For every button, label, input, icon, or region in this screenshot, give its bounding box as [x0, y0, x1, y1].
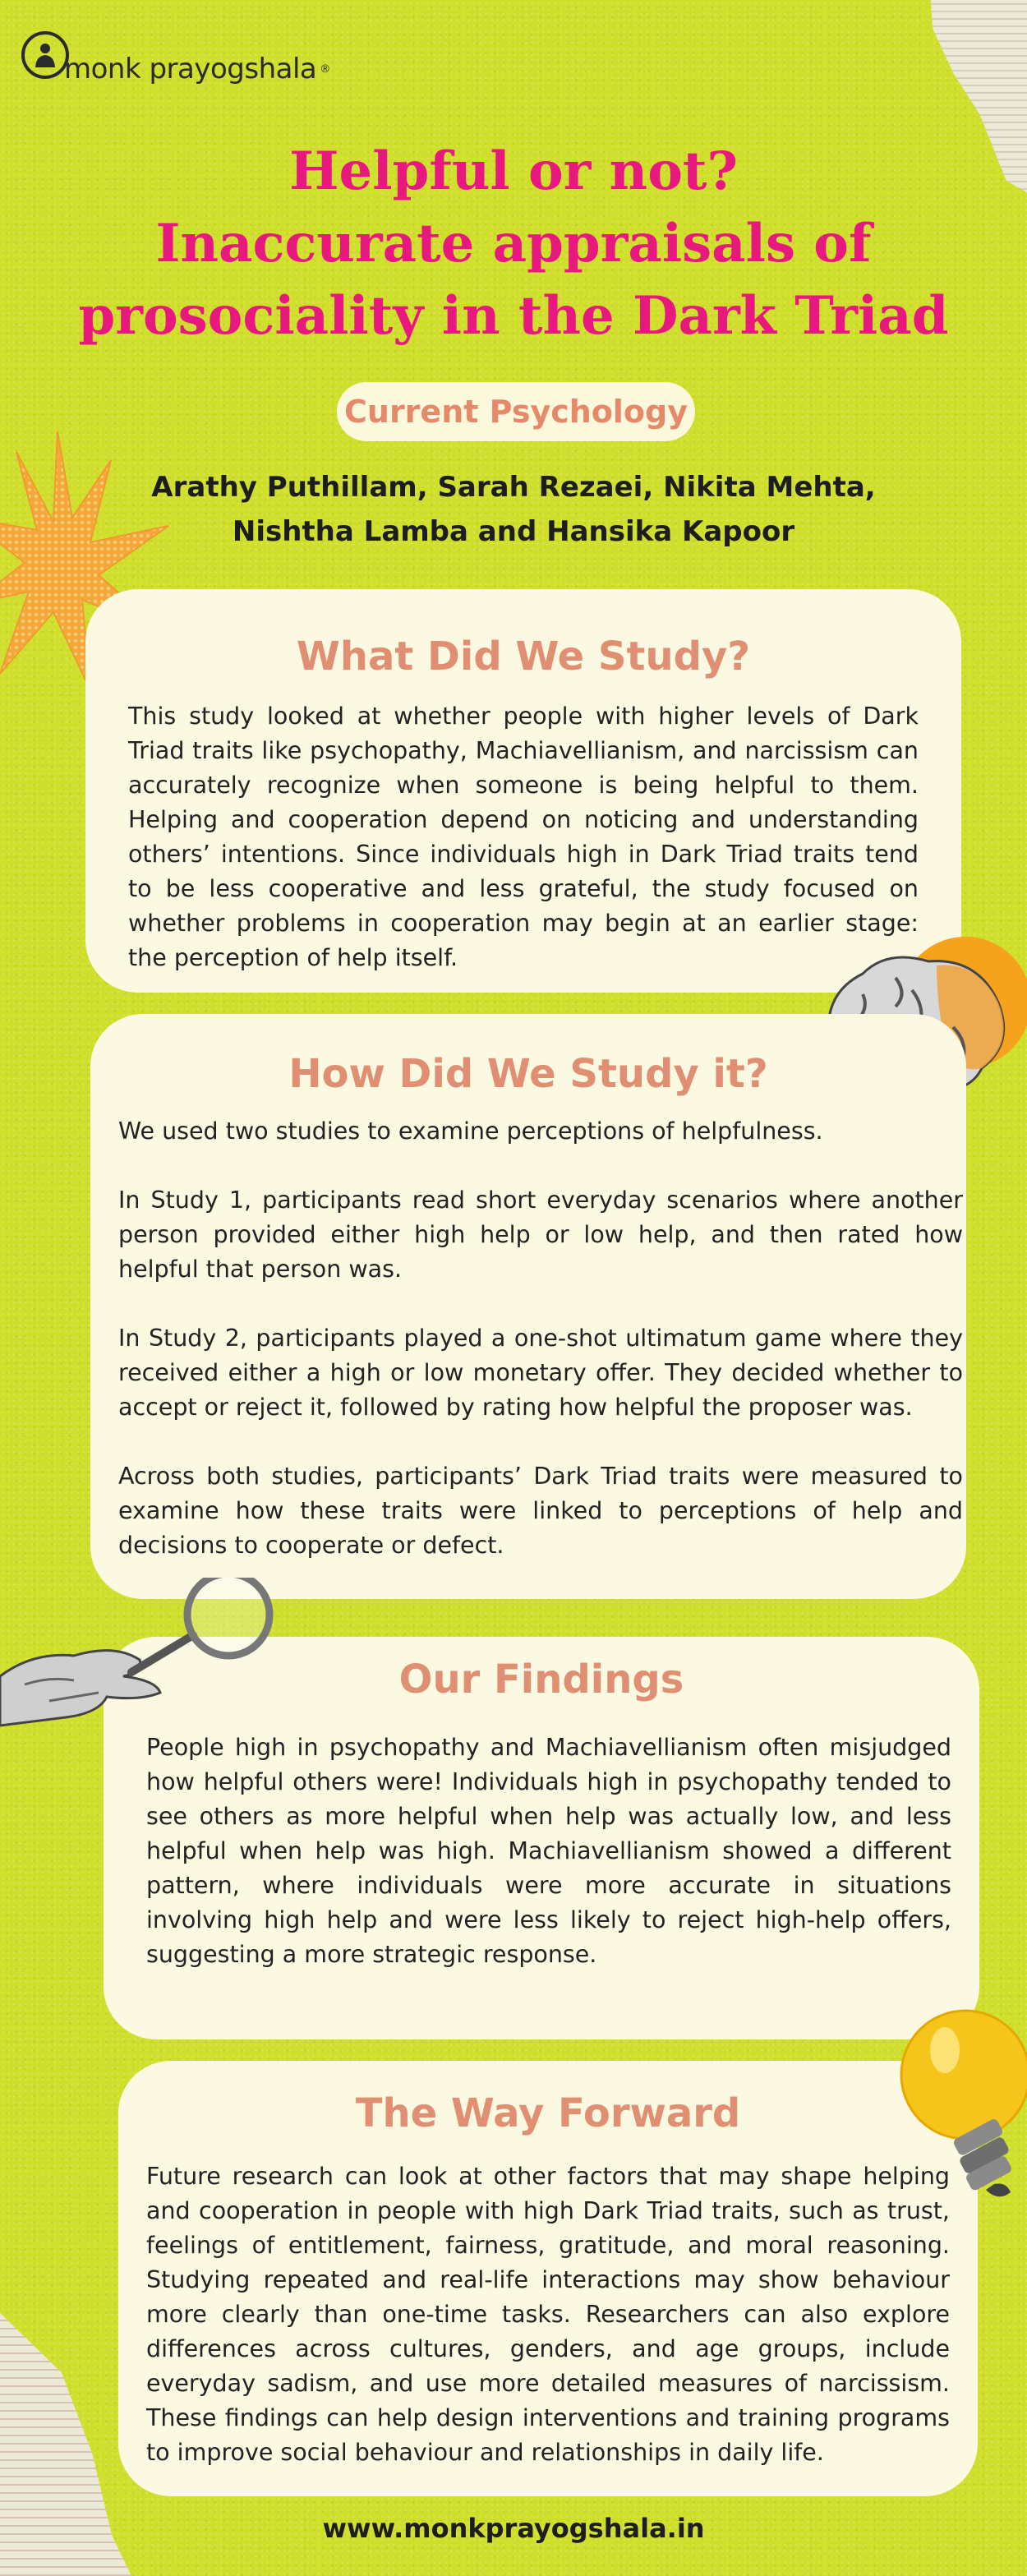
authors-line: Nishtha Lamba and Hansika Kapoor: [232, 515, 795, 548]
magnifier-hand-icon: [0, 1578, 296, 1767]
brand-logo[interactable]: [21, 20, 330, 85]
study-paragraph: This study looked at whether people with higher levels of Dark Triad traits like psychopathy, Machiavellianism, and narcissism can accurately recognize when someone is being helpful to them. Helping and cooperation depend on noticing and understanding others’ intentions. Since individuals high in Dark Triad traits tend to be less cooperative and less grateful, the study focused on whether problems in cooperation may begin at an earlier stage: the perception of help itself.: [128, 703, 919, 971]
method-paragraph: Across both studies, participants’ Dark Triad traits were measured to examine how these traits were linked to perceptions of help and decisions to cooperate or defect.: [118, 1463, 963, 1559]
lightbulb-icon: [896, 2005, 1027, 2227]
method-paragraph: In Study 2, participants played a one-shot ultimatum game where they received either a high or low monetary offer. They decided whether to accept or reject it, followed by rating how helpful the proposer was.: [118, 1325, 963, 1421]
authors: [99, 465, 928, 554]
logo-monk-icon: [21, 31, 69, 79]
forward-card: [118, 2061, 978, 2496]
method-paragraph: In Study 1, participants read short everyday scenarios where another person provided either high help or low help, and then rated how helpful that person was.: [118, 1187, 963, 1283]
findings-paragraph: People high in psychopathy and Machiavellianism often misjudged how helpful others were! Individuals high in psychopathy tended to see others as more helpful when help was actually low, and less helpful when help was high. Machiavellianism showed a different pattern, where individuals were more accurate in situations involving high help and were less likely to reject high-help offers, suggesting a more strategic response.: [146, 1734, 951, 1968]
method-card: [90, 1014, 966, 1599]
page-title: [0, 136, 1027, 353]
findings-heading: Our Findings: [398, 1657, 684, 1703]
study-heading: What Did We Study?: [296, 634, 751, 680]
authors-line: Arathy Puthillam, Sarah Rezaei, Nikita Mehta,: [151, 471, 876, 504]
title-line: Inaccurate appraisals of: [155, 213, 872, 274]
brand-name: monk prayogshala: [64, 53, 317, 85]
method-heading: How Did We Study it?: [288, 1051, 768, 1097]
title-line: prosociality in the Dark Triad: [78, 285, 949, 347]
forward-paragraph: Future research can look at other factors that may shape helping and cooperation in people with high Dark Triad traits, such as trust, feelings of entitlement, fairness, gratitude, and moral reasoning. Studying repeated and real-life interactions may show behaviour more clearly than one-time tasks. Researchers can also explore differences across cultures, genders, and age groups, include everyday sadism, and use more detailed measures of narcissism. These findings can help design interventions and training programs to improve social behaviour and relationships in daily life.: [146, 2163, 950, 2466]
journal-badge: Current Psychology: [337, 382, 695, 441]
title-line: Helpful or not?: [289, 141, 738, 202]
registered-mark: ®: [320, 63, 331, 76]
forward-heading: The Way Forward: [355, 2090, 741, 2136]
website-link[interactable]: www.monkprayogshala.in: [322, 2513, 705, 2544]
method-paragraph: We used two studies to examine perceptions of helpfulness.: [118, 1117, 823, 1145]
